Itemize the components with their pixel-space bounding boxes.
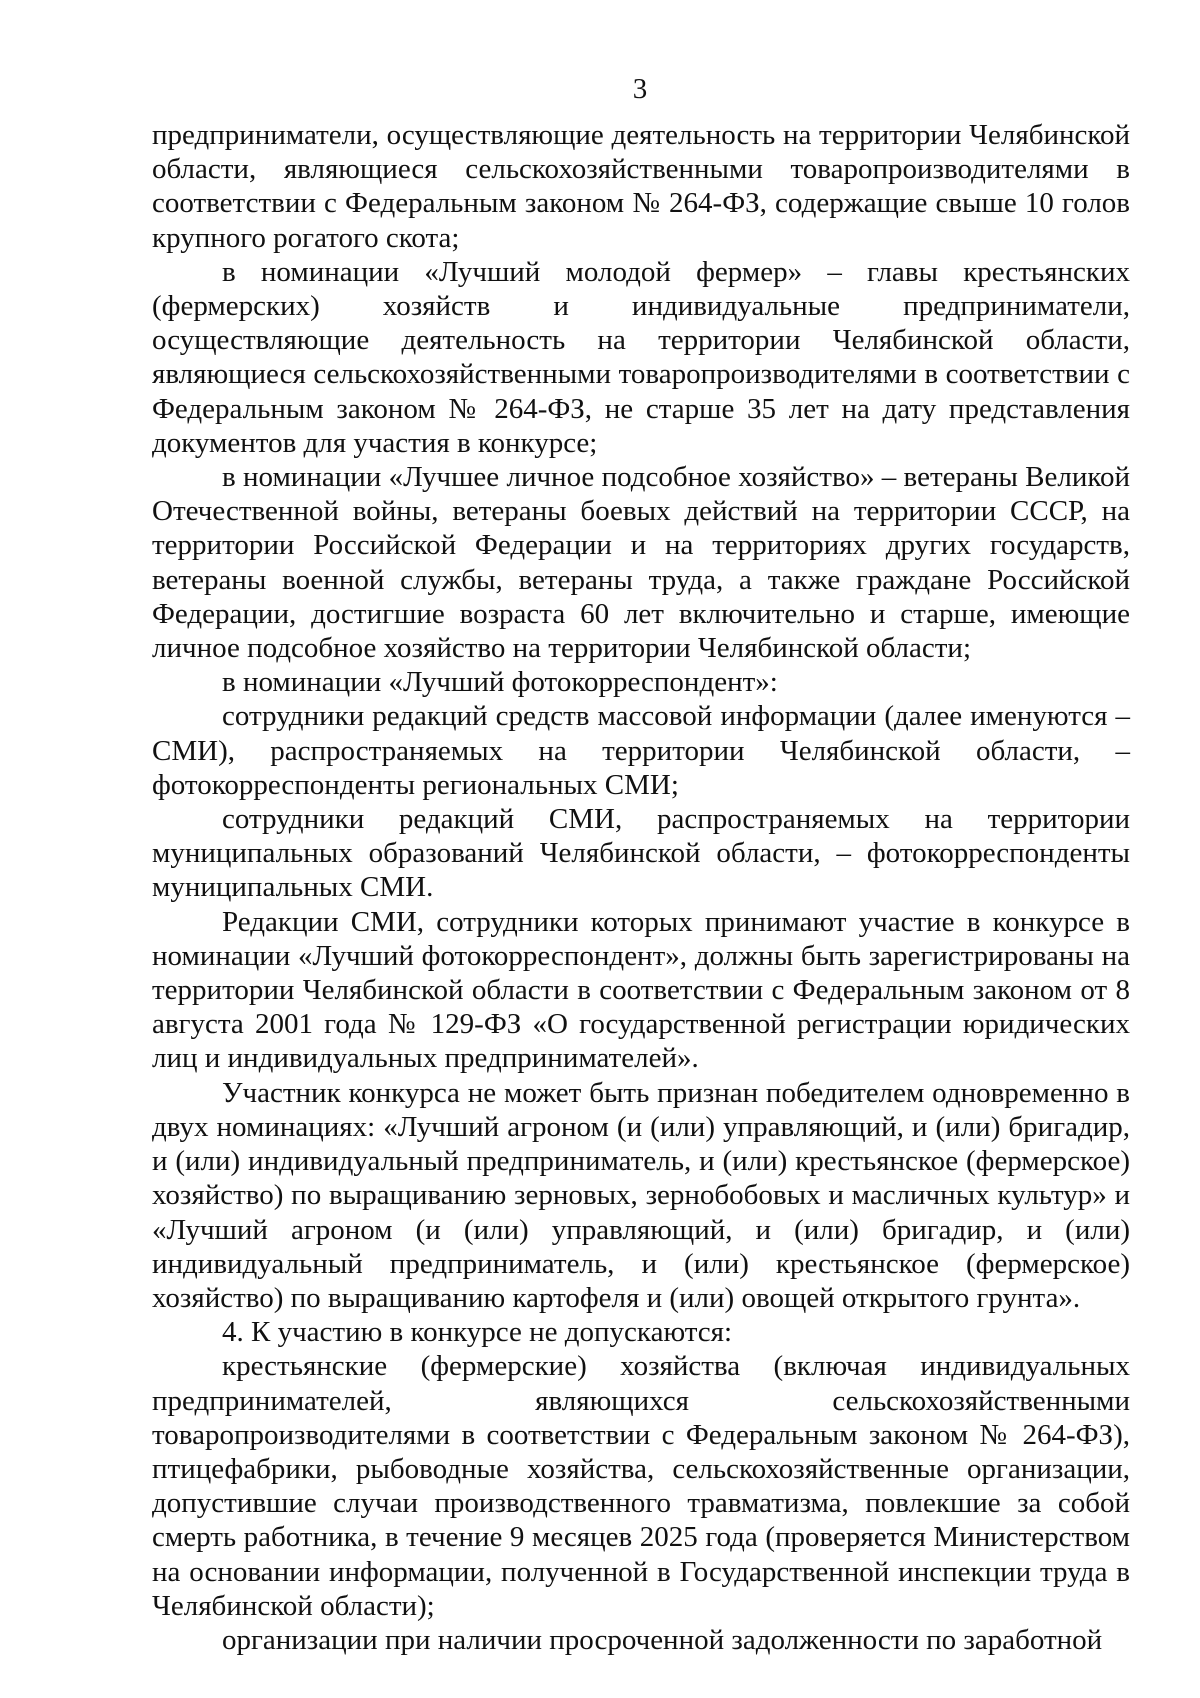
paragraph-section-4-heading: 4. К участию в конкурсе не допускаются: (222, 1316, 733, 1349)
paragraph-exclusion-farms: крестьянские (фермерские) хозяйства (включая индивидуальных предпринимателей, являющихся сельскохозяйственными товаропроизводителями в соответствии с Федеральным законом № 264-ФЗ), птицефабрики, рыбоводные хозяйства, сельскохозяйственные организации, допустившие случаи производственного травматизма, повлекшие за собой смерть работника, в течение 9 месяцев 2025 года (проверяется Министерством на основании информации, полученной в Государственной инспекции труда в Челябинской области); (152, 1350, 1130, 1622)
paragraph-personal-farm-nomination: в номинации «Лучшее личное подсобное хозяйство» – ветераны Великой Отечественной войны, ветераны боевых действий на территории СССР, на территории Российской Федерации и на территориях других государств, ветераны военной службы, ветераны труда, а также граждане Российской Федерации, достигшие возраста 60 лет включительно и старше, имеющие личное подсобное хозяйство на территории Челябинской области; (152, 461, 1130, 665)
paragraph-media-registration: Редакции СМИ, сотрудники которых принимают участие в конкурсе в номинации «Лучший фотокорреспондент», должны быть зарегистрированы на территории Челябинской области в соответствии с Федеральным законом от 8 августа 2001 года № 129-ФЗ «О государственной регистрации юридических лиц и индивидуальных предпринимателей». (152, 905, 1130, 1075)
paragraph-continuation: предприниматели, осуществляющие деятельность на территории Челябинской области, являющиеся сельскохозяйственными товаропроизводителями в соответствии с Федеральным законом № 264-ФЗ, содержащие свыше 10 голов крупного рогатого скота; (152, 119, 1130, 254)
document-body (152, 118, 1130, 1657)
paragraph-exclusion-wage-debt: организации при наличии просроченной задолженности по заработной (222, 1623, 1103, 1656)
paragraph-regional-media-staff: сотрудники редакций средств массовой информации (далее именуются – СМИ), распространяемых на территории Челябинской области, – фотокорреспонденты региональных СМИ; (152, 700, 1130, 801)
paragraph-single-win-rule: Участник конкурса не может быть признан победителем одновременно в двух номинациях: «Лучший агроном (и (или) управляющий, и (или) бригадир, и (или) индивидуальный предприниматель, и (или) крестьянское (фермерское) хозяйство) по выращиванию зерновых, зернобобовых и масличных культур» и «Лучший агроном (и (или) управляющий, и (или) бригадир, и (или) индивидуальный предприниматель, и (или) крестьянское (фермерское) хозяйство) по выращиванию картофеля и (или) овощей открытого грунта». (152, 1076, 1130, 1314)
page-number: 3 (632, 73, 648, 105)
paragraph-photo-correspondent-nomination: в номинации «Лучший фотокорреспондент»: (222, 666, 778, 699)
paragraph-municipal-media-staff: сотрудники редакций СМИ, распространяемых на территории муниципальных образований Челябинской области, – фотокорреспонденты муниципальных СМИ. (152, 803, 1130, 904)
paragraph-young-farmer-nomination: в номинации «Лучший молодой фермер» – главы крестьянских (фермерских) хозяйств и индивидуальные предприниматели, осуществляющие деятельность на территории Челябинской области, являющиеся сельскохозяйственными товаропроизводителями в соответствии с Федеральным законом № 264-ФЗ, не старше 35 лет на дату представления документов для участия в конкурсе; (152, 255, 1130, 459)
